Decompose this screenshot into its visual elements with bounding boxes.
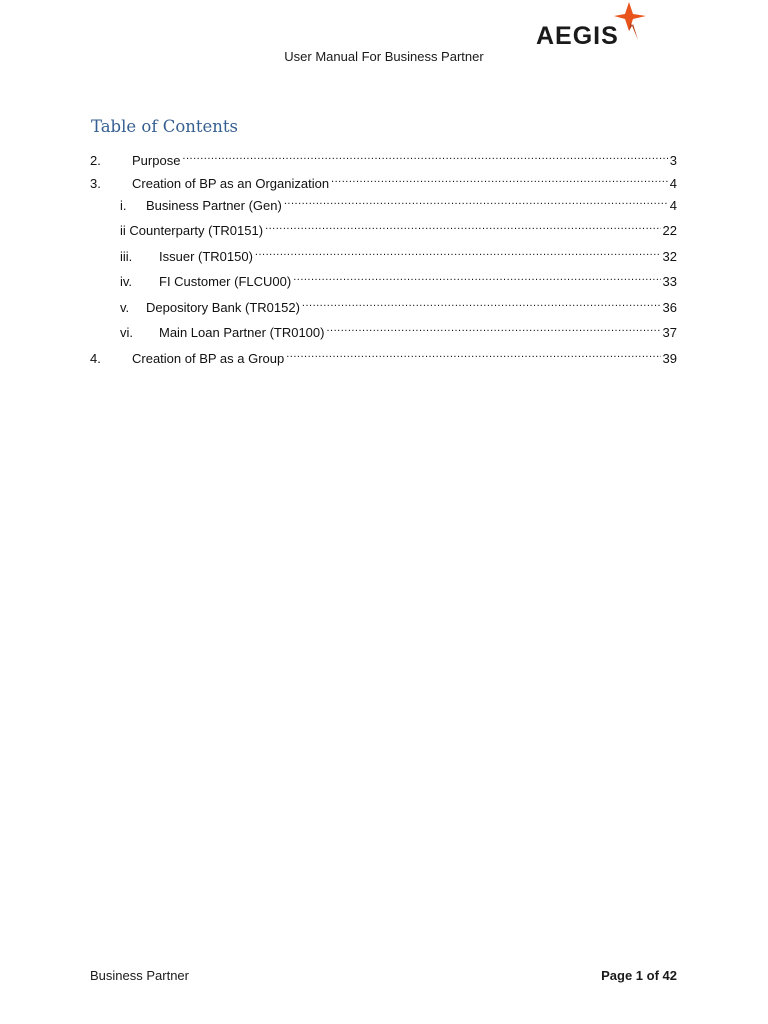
document-header-title: User Manual For Business Partner	[284, 49, 484, 64]
toc-entry-page: 39	[662, 351, 677, 366]
dot-leader	[284, 192, 668, 210]
toc-entry-page: 4	[669, 198, 677, 213]
toc-entry-label: Depository Bank (TR0152)	[146, 300, 300, 315]
toc-entry-label: Creation of BP as a Group	[132, 351, 285, 366]
toc-entry-creation-bp-organization[interactable]	[90, 170, 677, 191]
dot-leader	[265, 217, 660, 235]
footer-document-name: Business Partner	[90, 968, 189, 983]
toc-entry-page: 36	[662, 300, 677, 315]
dot-leader	[302, 294, 661, 312]
toc-entry-main-loan-partner[interactable]	[120, 319, 677, 340]
footer-page-number: Page 1 of 42	[601, 968, 677, 983]
toc-entry-number: vi.	[120, 325, 133, 340]
toc-entry-counterparty[interactable]	[120, 217, 677, 238]
toc-entry-fi-customer[interactable]	[120, 268, 677, 289]
plus-star-icon	[534, 0, 684, 48]
toc-entry-purpose[interactable]	[90, 147, 677, 168]
dot-leader	[182, 147, 667, 165]
toc-entry-page: 37	[662, 325, 677, 340]
toc-entry-number: 4.	[90, 351, 101, 366]
toc-entry-page: 4	[669, 176, 677, 191]
svg-text:AEGIS: AEGIS	[536, 22, 619, 48]
toc-entry-label: Main Loan Partner (TR0100)	[159, 325, 325, 340]
toc-entry-label: Purpose	[132, 153, 181, 168]
toc-entry-number: 3.	[90, 176, 101, 191]
toc-entry-number: iii.	[120, 249, 133, 264]
toc-entry-number: 2.	[90, 153, 101, 168]
dot-leader	[331, 170, 668, 188]
toc-entry-depository-bank[interactable]	[120, 294, 677, 315]
toc-entry-creation-bp-group[interactable]	[90, 345, 677, 366]
toc-entry-number: iv.	[120, 274, 133, 289]
toc-entry-number: v.	[120, 300, 130, 315]
toc-entry-label: Creation of BP as an Organization	[132, 176, 330, 191]
toc-entry-page: 32	[662, 249, 677, 264]
aegis-logo	[534, 0, 684, 48]
dot-leader	[255, 243, 661, 261]
toc-entry-number: i.	[120, 198, 127, 213]
toc-entry-page: 3	[669, 153, 677, 168]
dot-leader	[286, 345, 660, 363]
toc-title: Table of Contents	[91, 117, 239, 136]
dot-leader	[293, 268, 660, 286]
toc-entry-page: 33	[662, 274, 677, 289]
toc-entry-label: Business Partner (Gen)	[146, 198, 282, 213]
toc-entry-label: FI Customer (FLCU00)	[159, 274, 292, 289]
toc-entry-business-partner-gen[interactable]	[120, 192, 677, 213]
toc-entry-issuer[interactable]	[120, 243, 677, 264]
toc-entry-label: Issuer (TR0150)	[159, 249, 253, 264]
toc-entry-page: 22	[662, 223, 677, 238]
dot-leader	[326, 319, 660, 337]
toc-entry-label: ii Counterparty (TR0151)	[120, 223, 264, 238]
